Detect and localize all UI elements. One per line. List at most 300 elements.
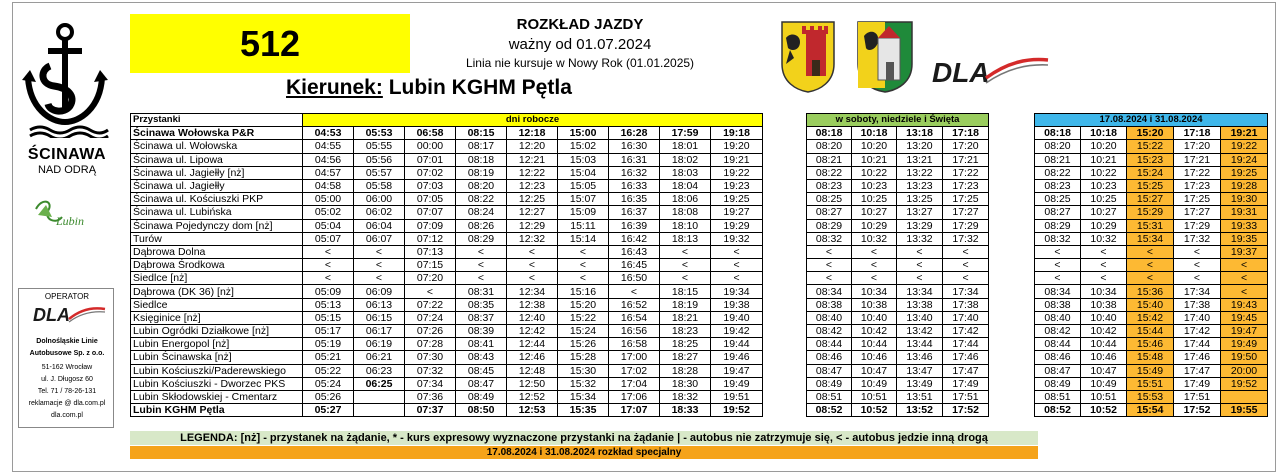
departure-time: 05:27 xyxy=(303,404,354,417)
timetable-weekends xyxy=(806,113,989,417)
table-row xyxy=(807,390,989,403)
departure-time: 07:36 xyxy=(405,390,456,403)
departure-time: 10:42 xyxy=(1081,325,1127,338)
departure-time: 05:56 xyxy=(354,153,405,166)
stop-name: Dąbrowa Środkowa xyxy=(131,259,303,272)
departure-time: < xyxy=(711,245,763,258)
table-row xyxy=(807,193,989,206)
departure-time: 17:00 xyxy=(609,351,660,364)
departure-time: 08:47 xyxy=(807,364,852,377)
departure-time: < xyxy=(807,245,852,258)
departure-time: 18:19 xyxy=(660,298,711,311)
departure-time: 15:49 xyxy=(1127,364,1174,377)
departure-time: 04:56 xyxy=(303,153,354,166)
departure-time: 19:52 xyxy=(711,404,763,417)
departure-time: 07:24 xyxy=(405,311,456,324)
departure-time: 17:51 xyxy=(1174,390,1221,403)
departure-time: 06:23 xyxy=(354,364,405,377)
departure-time: 06:09 xyxy=(354,285,405,298)
departure-time: 18:28 xyxy=(660,364,711,377)
departure-time: 13:21 xyxy=(897,153,943,166)
departure-time: 05:58 xyxy=(354,179,405,192)
departure-time: 08:22 xyxy=(807,166,852,179)
departure-time: 08:34 xyxy=(1035,285,1081,298)
special-header: 17.08.2024 i 31.08.2024 xyxy=(1035,114,1268,127)
table-row xyxy=(1035,351,1268,364)
departure-time: < xyxy=(943,272,989,285)
departure-time: 19:50 xyxy=(1221,351,1268,364)
town-subtitle: NAD ODRĄ xyxy=(37,164,97,176)
departure-time: 08:27 xyxy=(807,206,852,219)
table-row xyxy=(807,140,989,153)
departure-time: 10:49 xyxy=(1081,377,1127,390)
departure-time: 19:51 xyxy=(711,390,763,403)
departure-time: < xyxy=(897,272,943,285)
departure-time: 13:22 xyxy=(897,166,943,179)
table-row xyxy=(1035,153,1268,166)
departure-time: 05:02 xyxy=(303,206,354,219)
departure-time: < xyxy=(897,245,943,258)
departure-time: < xyxy=(405,285,456,298)
stop-name: Lubin KGHM Pętla xyxy=(131,404,303,417)
departure-time: 08:44 xyxy=(807,338,852,351)
table-row xyxy=(1035,285,1268,298)
departure-time: 05:19 xyxy=(303,338,354,351)
departure-time: 05:24 xyxy=(303,377,354,390)
departure-time: 10:51 xyxy=(852,390,897,403)
departure-time: 20:00 xyxy=(1221,364,1268,377)
departure-time: < xyxy=(354,259,405,272)
departure-time: 19:44 xyxy=(711,338,763,351)
departure-time: 13:32 xyxy=(897,232,943,245)
departure-time: 07:20 xyxy=(405,272,456,285)
departure-time: < xyxy=(456,245,507,258)
departure-time: 08:17 xyxy=(456,140,507,153)
departure-time: 15:27 xyxy=(1127,193,1174,206)
table-row xyxy=(131,285,763,298)
departure-time: 13:23 xyxy=(897,179,943,192)
departure-time: 17:21 xyxy=(943,153,989,166)
departure-time: < xyxy=(354,245,405,258)
departure-time: 19:30 xyxy=(1221,193,1268,206)
departure-time: 06:19 xyxy=(354,338,405,351)
departure-time: 10:18 xyxy=(1081,127,1127,140)
departure-time: 05:15 xyxy=(303,311,354,324)
table-row xyxy=(807,377,989,390)
departure-time: 07:01 xyxy=(405,153,456,166)
departure-time: < xyxy=(1081,259,1127,272)
table-row xyxy=(131,193,763,206)
departure-time: 19:49 xyxy=(1221,338,1268,351)
table-row xyxy=(1035,219,1268,232)
departure-time: 12:22 xyxy=(507,166,558,179)
departure-time: < xyxy=(1127,245,1174,258)
departure-time: 13:51 xyxy=(897,390,943,403)
departure-time: 12:23 xyxy=(507,179,558,192)
departure-time: 08:15 xyxy=(456,127,507,140)
direction-label: Kierunek: xyxy=(286,76,383,99)
stop-name: Ścinawa ul. Wołowska xyxy=(131,140,303,153)
departure-time: 06:21 xyxy=(354,351,405,364)
departure-time: 06:04 xyxy=(354,219,405,232)
departure-time: 10:21 xyxy=(852,153,897,166)
departure-time: 08:46 xyxy=(1035,351,1081,364)
valid-from: ważny od 01.07.2024 xyxy=(508,36,652,53)
departure-time: 10:47 xyxy=(852,364,897,377)
table-row xyxy=(807,285,989,298)
departure-time: 16:35 xyxy=(609,193,660,206)
departure-time: < xyxy=(1127,259,1174,272)
timetable-special xyxy=(1034,113,1268,417)
stop-name: Lubin Kościuszki - Dworzec PKS xyxy=(131,377,303,390)
departure-time: 08:34 xyxy=(807,285,852,298)
departure-time: 16:32 xyxy=(609,166,660,179)
departure-time: 07:28 xyxy=(405,338,456,351)
departure-time: 08:50 xyxy=(456,404,507,417)
departure-time: 15:25 xyxy=(1127,179,1174,192)
departure-time: 19:23 xyxy=(711,179,763,192)
departure-time: 13:38 xyxy=(897,298,943,311)
departure-time: 08:51 xyxy=(807,390,852,403)
departure-time: < xyxy=(660,272,711,285)
stop-name: Siedlce xyxy=(131,298,303,311)
departure-time: < xyxy=(711,259,763,272)
table-row xyxy=(131,219,763,232)
departure-time: 10:44 xyxy=(1081,338,1127,351)
departure-time: 19:20 xyxy=(711,140,763,153)
departure-time: 12:46 xyxy=(507,351,558,364)
table-header-row xyxy=(131,114,763,127)
departure-time: 12:44 xyxy=(507,338,558,351)
stop-name: Ścinawa ul. Kościuszki PKP xyxy=(131,193,303,206)
departure-time: 17:22 xyxy=(943,166,989,179)
departure-time xyxy=(354,390,405,403)
departure-time: 06:15 xyxy=(354,311,405,324)
departure-time: 08:29 xyxy=(1035,219,1081,232)
departure-time: 17:47 xyxy=(943,364,989,377)
table-row xyxy=(131,351,763,364)
departure-time: 12:27 xyxy=(507,206,558,219)
departure-time: 10:27 xyxy=(852,206,897,219)
direction xyxy=(286,76,572,100)
service-note: Linia nie kursuje w Nowy Rok (01.01.2025) xyxy=(465,56,695,70)
departure-time: 08:52 xyxy=(807,404,852,417)
departure-time: 08:47 xyxy=(456,377,507,390)
departure-time: < xyxy=(1035,245,1081,258)
departure-time: 12:21 xyxy=(507,153,558,166)
timetable-title: ROZKŁAD JAZDY xyxy=(516,16,644,33)
departure-time: 06:13 xyxy=(354,298,405,311)
table-row xyxy=(131,166,763,179)
departure-time: 08:42 xyxy=(1035,325,1081,338)
special-schedule-note: 17.08.2024 i 31.08.2024 rozkład specjalny xyxy=(130,446,1038,459)
departure-time: < xyxy=(303,259,354,272)
departure-time: 18:25 xyxy=(660,338,711,351)
departure-time: 12:50 xyxy=(507,377,558,390)
departure-time: 07:22 xyxy=(405,298,456,311)
table-header-row xyxy=(807,114,989,127)
departure-time: 15:09 xyxy=(558,206,609,219)
departure-time: 17:34 xyxy=(943,285,989,298)
departure-time: < xyxy=(456,272,507,285)
table-row xyxy=(807,127,989,140)
departure-time: 08:41 xyxy=(456,338,507,351)
departure-time: 08:45 xyxy=(456,364,507,377)
operator-name-line1: Dolnośląskie Linie xyxy=(36,338,98,345)
operator-box xyxy=(18,288,114,428)
departure-time: 15:05 xyxy=(558,179,609,192)
table-row xyxy=(131,311,763,324)
departure-time: 19:34 xyxy=(711,285,763,298)
table-row xyxy=(1035,272,1268,285)
departure-time: 12:29 xyxy=(507,219,558,232)
departure-time: 15:32 xyxy=(558,377,609,390)
departure-time: 12:42 xyxy=(507,325,558,338)
coat-of-arms-lubin xyxy=(856,20,914,94)
table-row xyxy=(131,364,763,377)
departure-time: 18:02 xyxy=(660,153,711,166)
departure-time: 05:26 xyxy=(303,390,354,403)
departure-time: 13:52 xyxy=(897,404,943,417)
departure-time: 16:56 xyxy=(609,325,660,338)
departure-time: < xyxy=(456,259,507,272)
stop-name: Dąbrowa (DK 36) [nż] xyxy=(131,285,303,298)
table-row xyxy=(1035,390,1268,403)
departure-time: 08:22 xyxy=(456,193,507,206)
departure-time: < xyxy=(943,259,989,272)
departure-time: 12:48 xyxy=(507,364,558,377)
departure-time: 16:28 xyxy=(609,127,660,140)
table-row xyxy=(131,325,763,338)
departure-time: < xyxy=(1174,272,1221,285)
departure-time: 08:20 xyxy=(456,179,507,192)
departure-time: < xyxy=(609,285,660,298)
departure-time: 08:19 xyxy=(456,166,507,179)
departure-time: 08:49 xyxy=(1035,377,1081,390)
dla-logo xyxy=(930,52,1050,88)
departure-time: 15:28 xyxy=(558,351,609,364)
departure-time: 17:52 xyxy=(1174,404,1221,417)
departure-time: 17:46 xyxy=(1174,351,1221,364)
table-row xyxy=(1035,127,1268,140)
departure-time: 17:20 xyxy=(943,140,989,153)
departure-time: < xyxy=(507,245,558,258)
departure-time: 18:03 xyxy=(660,166,711,179)
departure-time: 05:57 xyxy=(354,166,405,179)
departure-time: 06:07 xyxy=(354,232,405,245)
table-row xyxy=(1035,364,1268,377)
departure-time: < xyxy=(354,272,405,285)
table-row xyxy=(807,338,989,351)
departure-time: 08:42 xyxy=(807,325,852,338)
departure-time: 15:03 xyxy=(558,153,609,166)
table-row xyxy=(1035,325,1268,338)
departure-time: 08:37 xyxy=(456,311,507,324)
departure-time: 17:40 xyxy=(943,311,989,324)
table-row xyxy=(131,245,763,258)
departure-time: 13:25 xyxy=(897,193,943,206)
departure-time: 17:38 xyxy=(1174,298,1221,311)
table-row xyxy=(807,166,989,179)
departure-time: 10:32 xyxy=(852,232,897,245)
departure-time: 17:52 xyxy=(943,404,989,417)
departure-time: 18:01 xyxy=(660,140,711,153)
table-row xyxy=(807,219,989,232)
departure-time: 19:47 xyxy=(1221,325,1268,338)
departure-time: 08:21 xyxy=(807,153,852,166)
departure-time: < xyxy=(660,259,711,272)
lubin-logo xyxy=(32,195,88,235)
departure-time: 18:21 xyxy=(660,311,711,324)
departure-time: 08:44 xyxy=(1035,338,1081,351)
departure-time: 10:18 xyxy=(852,127,897,140)
departure-time: 04:55 xyxy=(303,140,354,153)
departure-time: < xyxy=(807,272,852,285)
departure-time: 10:40 xyxy=(852,311,897,324)
departure-time: 07:37 xyxy=(405,404,456,417)
departure-time: 10:52 xyxy=(852,404,897,417)
departure-time: 17:32 xyxy=(1174,232,1221,245)
departure-time: 07:13 xyxy=(405,245,456,258)
stop-name: Turów xyxy=(131,232,303,245)
departure-time: 10:22 xyxy=(852,166,897,179)
departure-time: 13:44 xyxy=(897,338,943,351)
weekend-header: w soboty, niedziele i Święta xyxy=(807,114,989,127)
departure-time: < xyxy=(1081,272,1127,285)
departure-time: 17:29 xyxy=(943,219,989,232)
departure-time: 18:33 xyxy=(660,404,711,417)
departure-time: 08:35 xyxy=(456,298,507,311)
departure-time: 08:20 xyxy=(1035,140,1081,153)
departure-time: 08:49 xyxy=(807,377,852,390)
departure-time: 18:32 xyxy=(660,390,711,403)
departure-time: 19:37 xyxy=(1221,245,1268,258)
stop-name: Lubin Kościuszki/Paderewskiego xyxy=(131,364,303,377)
departure-time: 15:24 xyxy=(558,325,609,338)
departure-time: 06:17 xyxy=(354,325,405,338)
stop-name: Ścinawa ul. Jagiełły [nż] xyxy=(131,166,303,179)
departure-time: < xyxy=(943,245,989,258)
stop-name: Lubin Ogródki Działkowe [nż] xyxy=(131,325,303,338)
departure-time: 10:47 xyxy=(1081,364,1127,377)
departure-time: 15:44 xyxy=(1127,325,1174,338)
departure-time: 08:43 xyxy=(456,351,507,364)
table-row xyxy=(131,272,763,285)
departure-time: 08:22 xyxy=(1035,166,1081,179)
departure-time: 05:55 xyxy=(354,140,405,153)
departure-time: 17:47 xyxy=(1174,364,1221,377)
departure-time: 08:18 xyxy=(1035,127,1081,140)
departure-time: 15:26 xyxy=(558,338,609,351)
table-row xyxy=(807,325,989,338)
departure-time: 19:25 xyxy=(711,193,763,206)
departure-time: 08:29 xyxy=(807,219,852,232)
stop-name: Lubin Skłodowskiej - Cmentarz xyxy=(131,390,303,403)
departure-time: 19:46 xyxy=(711,351,763,364)
table-row xyxy=(1035,311,1268,324)
departure-time: 16:42 xyxy=(609,232,660,245)
departure-time: 07:15 xyxy=(405,259,456,272)
table-row xyxy=(807,272,989,285)
stop-name: Ścinawa ul. Lubińska xyxy=(131,206,303,219)
departure-time: 15:42 xyxy=(1127,311,1174,324)
stop-name: Dąbrowa Dolna xyxy=(131,245,303,258)
route-number-box xyxy=(130,14,410,73)
departure-time: < xyxy=(1221,272,1268,285)
departure-time: 12:25 xyxy=(507,193,558,206)
departure-time: 19:45 xyxy=(1221,311,1268,324)
departure-time: 12:53 xyxy=(507,404,558,417)
departure-time: 17:49 xyxy=(1174,377,1221,390)
departure-time: 19:42 xyxy=(711,325,763,338)
departure-time: 19:32 xyxy=(711,232,763,245)
departure-time: 13:49 xyxy=(897,377,943,390)
departure-time: 15:22 xyxy=(1127,140,1174,153)
departure-time: 08:40 xyxy=(807,311,852,324)
stop-name: Ścinawa ul. Lipowa xyxy=(131,153,303,166)
departure-time: < xyxy=(1174,245,1221,258)
departure-time: 08:47 xyxy=(1035,364,1081,377)
departure-time: < xyxy=(852,272,897,285)
departure-time: 16:37 xyxy=(609,206,660,219)
departure-time: 15:40 xyxy=(1127,298,1174,311)
table-row xyxy=(131,153,763,166)
departure-time: 10:23 xyxy=(852,179,897,192)
departure-time: 18:08 xyxy=(660,206,711,219)
departure-time: 08:29 xyxy=(456,232,507,245)
departure-time xyxy=(354,404,405,417)
table-row xyxy=(1035,377,1268,390)
departure-time: 08:20 xyxy=(807,140,852,153)
departure-time: < xyxy=(660,245,711,258)
stops-header: Przystanki xyxy=(131,114,303,127)
table-row xyxy=(807,206,989,219)
weekday-header: dni robocze xyxy=(303,114,763,127)
table-row xyxy=(131,377,763,390)
departure-time: 07:07 xyxy=(405,206,456,219)
table-row xyxy=(1035,245,1268,258)
departure-time: 19:43 xyxy=(1221,298,1268,311)
departure-time: 08:18 xyxy=(456,153,507,166)
departure-time: 08:40 xyxy=(1035,311,1081,324)
departure-time: 10:20 xyxy=(852,140,897,153)
departure-time: 17:22 xyxy=(1174,166,1221,179)
departure-time: 08:39 xyxy=(456,325,507,338)
operator-title: OPERATOR xyxy=(44,292,90,301)
departure-time: 17:46 xyxy=(943,351,989,364)
stop-name: Ścinawa Wołowska P&R xyxy=(131,127,303,140)
table-row xyxy=(131,179,763,192)
departure-time: 07:05 xyxy=(405,193,456,206)
departure-time: 10:52 xyxy=(1081,404,1127,417)
departure-time: 10:51 xyxy=(1081,390,1127,403)
departure-time: 04:53 xyxy=(303,127,354,140)
departure-time: 16:54 xyxy=(609,311,660,324)
table-row xyxy=(131,140,763,153)
departure-time: 08:21 xyxy=(1035,153,1081,166)
departure-time: 10:40 xyxy=(1081,311,1127,324)
departure-time: < xyxy=(711,272,763,285)
departure-time: 04:58 xyxy=(303,179,354,192)
departure-time: 17:38 xyxy=(943,298,989,311)
departure-time: 16:50 xyxy=(609,272,660,285)
departure-time: 15:54 xyxy=(1127,404,1174,417)
table-row xyxy=(131,404,763,417)
dla-logo-text: DLA xyxy=(932,57,990,88)
stop-name: Siedlce [nż] xyxy=(131,272,303,285)
departure-time: 13:34 xyxy=(897,285,943,298)
departure-time: 17:32 xyxy=(943,232,989,245)
